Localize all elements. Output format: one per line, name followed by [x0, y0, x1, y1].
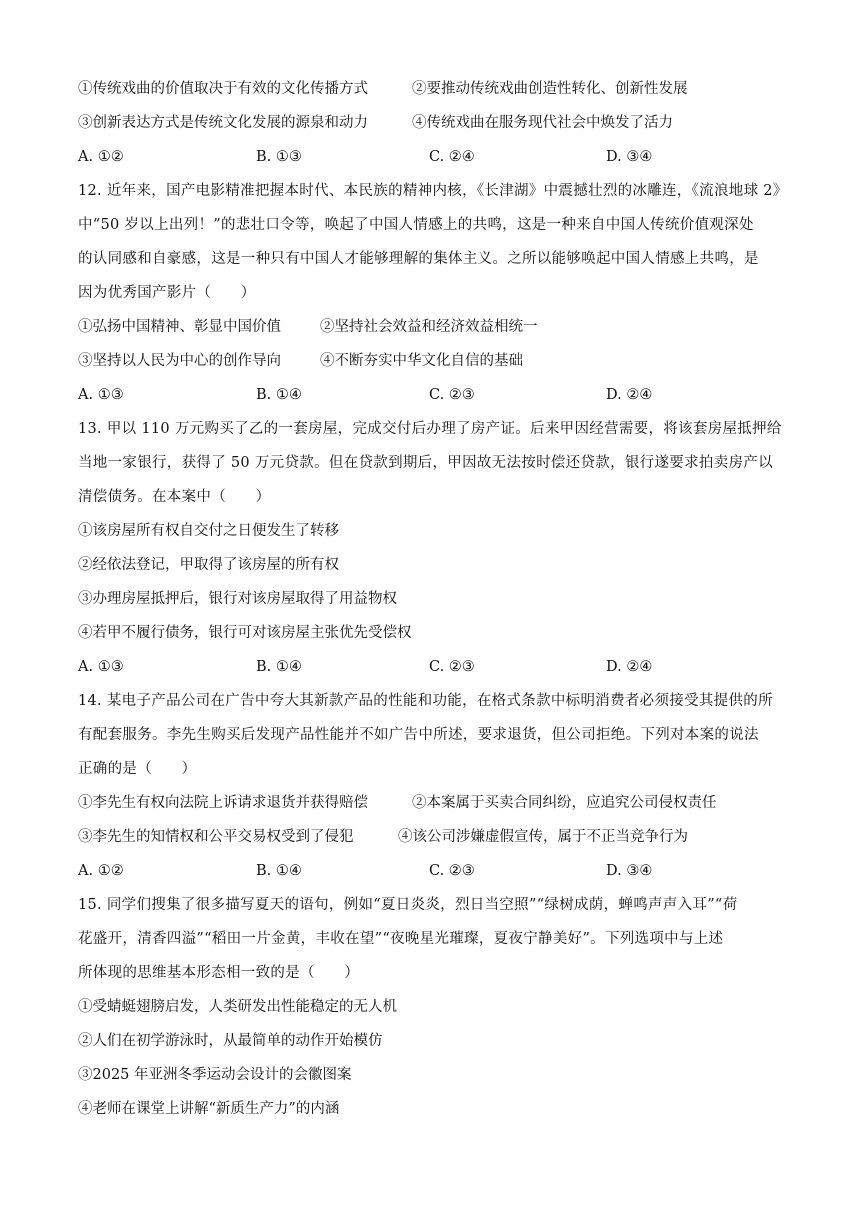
q12-options-row-2 [78, 344, 782, 378]
q12-stem-line-3: 的认同感和自豪感，这是一种只有中国人才能够理解的集体主义。之所以能够唤起中国人情感上共鸣，是 [78, 251, 759, 267]
q15-option-3: ③2025 年亚洲冬季运动会设计的会徽图案 [78, 1067, 352, 1083]
q14-answer-d: D. ③④ [606, 863, 653, 879]
q11-options-row-2 [78, 106, 782, 140]
q14-option-3: ③李先生的知情权和公平交易权受到了侵犯 [78, 829, 354, 845]
q11-answer-c: C. ②④ [429, 149, 475, 165]
q14-option-4: ④该公司涉嫌虚假宣传，属于不正当竞争行为 [398, 829, 688, 845]
q15-stem-line-3: 所体现的思维基本形态相一致的是（ ） [78, 965, 360, 981]
q14-stem-line-3: 正确的是（ ） [78, 761, 197, 777]
q12-option-4: ④不断夯实中华文化自信的基础 [320, 353, 523, 369]
q13-stem-line-2: 当地一家银行，获得了 50 万元贷款。但在贷款到期后，甲因故无法按时偿还贷款，银行遂要求拍卖房产以 [78, 455, 773, 471]
exam-page [78, 72, 788, 1126]
q14-answers [78, 854, 782, 888]
q13-answer-b: B. ①④ [256, 659, 302, 675]
q11-option-4: ④传统戏曲在服务现代社会中焕发了活力 [412, 115, 673, 131]
q14-answer-a: A. ①② [78, 863, 124, 879]
q11-answer-a: A. ①② [78, 149, 124, 165]
q12-option-2: ②坚持社会效益和经济效益相统一 [320, 319, 538, 335]
q13-answer-c: C. ②③ [429, 659, 475, 675]
q13-answers [78, 650, 782, 684]
q14-answer-b: B. ①④ [256, 863, 302, 879]
q13-stem-line-3: 清偿债务。在本案中（ ） [78, 489, 271, 505]
q12-answer-b: B. ①④ [256, 387, 302, 403]
q13-option-1: ①该房屋所有权自交付之日便发生了转移 [78, 523, 339, 539]
q12-answer-a: A. ①③ [78, 387, 124, 403]
q14-stem-line-1: 14. 某电子产品公司在广告中夸大其新款产品的性能和功能，在格式条款中标明消费者必须接受其提供的所 [78, 693, 773, 709]
q13-option-3: ③办理房屋抵押后，银行对该房屋取得了用益物权 [78, 591, 397, 607]
q14-option-1: ①李先生有权向法院上诉请求退货并获得赔偿 [78, 795, 368, 811]
q12-option-1: ①弘扬中国精神、彰显中国价值 [78, 319, 281, 335]
q12-stem-line-2: 中“50 岁以上出列！”的悲壮口令等，唤起了中国人情感上的共鸣，这是一种来自中国人传统价值观深处 [78, 217, 754, 233]
q11-answer-b: B. ①③ [256, 149, 302, 165]
q15-stem-line-2: 花盛开，清香四溢”“稻田一片金黄，丰收在望”“夜晚星光璀璨，夏夜宁静美好”。下列选项中与上述 [78, 931, 724, 947]
q12-answer-d: D. ②④ [606, 387, 653, 403]
q14-options-row-2 [78, 820, 782, 854]
question-11 [78, 72, 782, 174]
q13-option-2: ②经依法登记，甲取得了该房屋的所有权 [78, 557, 339, 573]
q11-answer-d: D. ③④ [606, 149, 653, 165]
q13-option-4: ④若甲不履行债务，银行可对该房屋主张优先受偿权 [78, 625, 412, 641]
q12-options-row-1 [78, 310, 782, 344]
q14-stem-line-2: 有配套服务。李先生购买后发现产品性能并不如广告中所述，要求退货，但公司拒绝。下列对本案的说法 [78, 727, 759, 743]
q12-stem-line-4: 因为优秀国产影片（ ） [78, 285, 256, 301]
q13-answer-a: A. ①③ [78, 659, 124, 675]
q12-stem-line-1: 12. 近年来，国产电影精准把握本时代、本民族的精神内核，《长津湖》中震撼壮烈的冰雕连，《流浪地球 2》 [78, 183, 788, 199]
question-13 [78, 412, 782, 684]
q12-option-3: ③坚持以人民为中心的创作导向 [78, 353, 281, 369]
q13-answer-d: D. ②④ [606, 659, 653, 675]
question-14 [78, 684, 782, 888]
q15-option-1: ①受蜻蜓翅膀启发，人类研发出性能稳定的无人机 [78, 999, 397, 1015]
q11-option-1: ①传统戏曲的价值取决于有效的文化传播方式 [78, 81, 368, 97]
q11-options-row-1 [78, 72, 782, 106]
question-12 [78, 174, 788, 412]
q15-stem-line-1: 15. 同学们搜集了很多描写夏天的语句，例如“夏日炎炎，烈日当空照”“绿树成荫，蝉鸣声声入耳”“荷 [78, 897, 738, 913]
q11-option-3: ③创新表达方式是传统文化发展的源泉和动力 [78, 115, 368, 131]
q14-options-row-1 [78, 786, 782, 820]
q11-option-2: ②要推动传统戏曲创造性转化、创新性发展 [412, 81, 688, 97]
q14-option-2: ②本案属于买卖合同纠纷，应追究公司侵权责任 [412, 795, 717, 811]
q14-answer-c: C. ②③ [429, 863, 475, 879]
q11-answers [78, 140, 782, 174]
question-15 [78, 888, 782, 1126]
q15-option-2: ②人们在初学游泳时，从最简单的动作开始模仿 [78, 1033, 383, 1049]
q12-answer-c: C. ②③ [429, 387, 475, 403]
q13-stem-line-1: 13. 甲以 110 万元购买了乙的一套房屋，完成交付后办理了房产证。后来甲因经营需要，将该套房屋抵押给 [78, 421, 782, 437]
q12-answers [78, 378, 782, 412]
q15-option-4: ④老师在课堂上讲解“新质生产力”的内涵 [78, 1101, 340, 1117]
